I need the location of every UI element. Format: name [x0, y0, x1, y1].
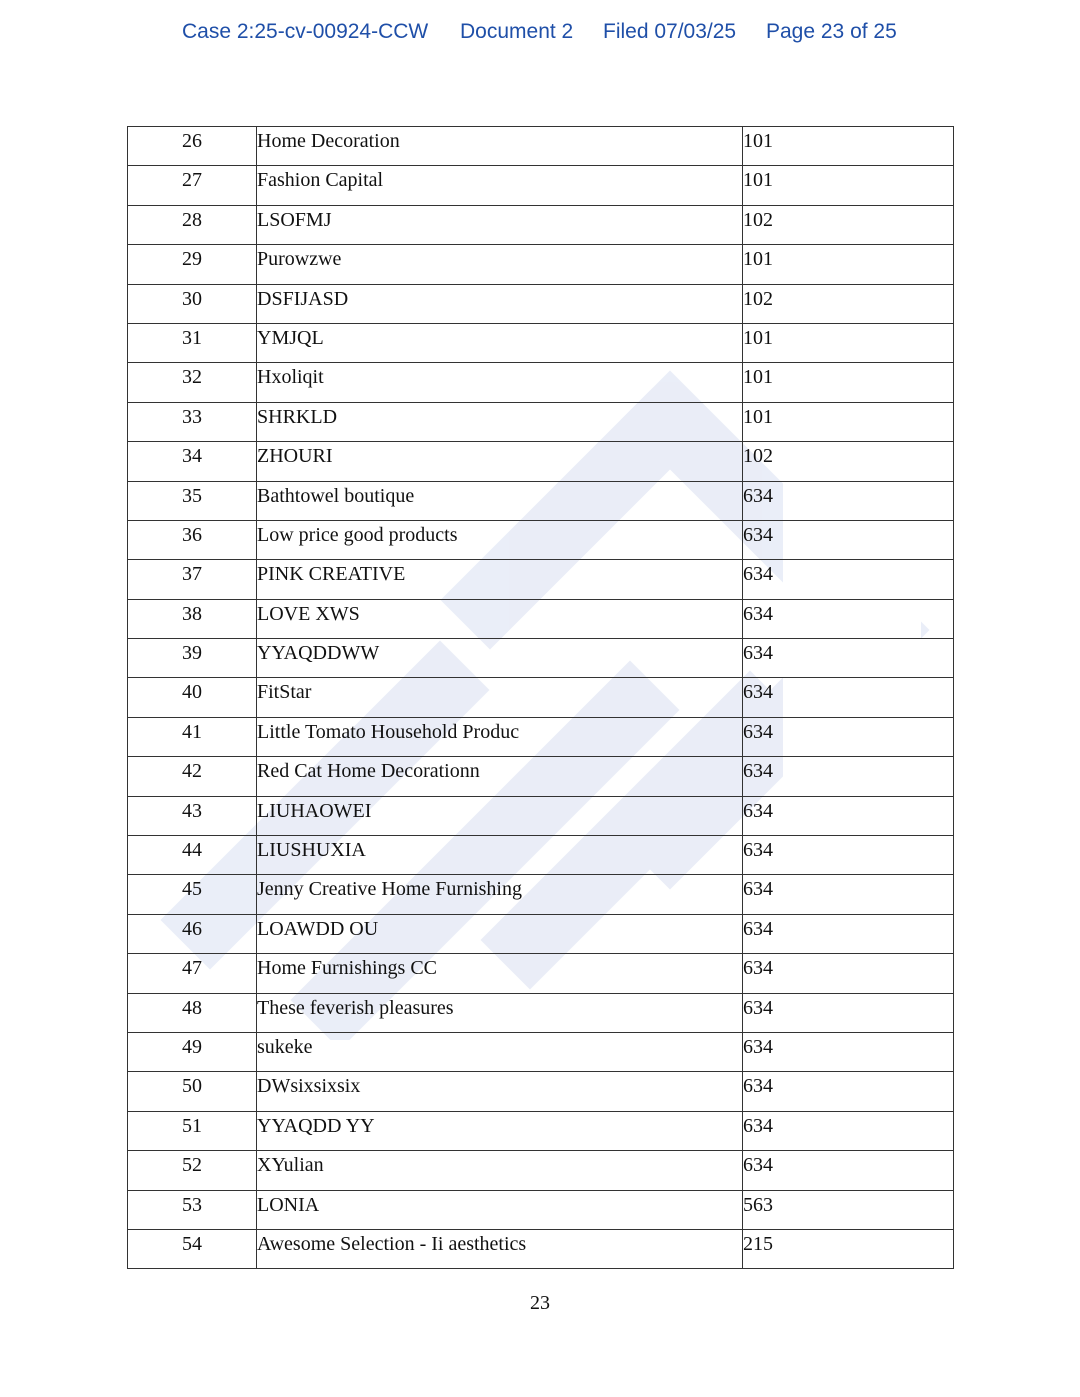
table-row — [128, 1190, 954, 1229]
redaction-mask — [783, 1072, 921, 1110]
redaction-mask — [783, 1191, 921, 1229]
table-row — [128, 1229, 954, 1268]
seller-name: Home Furnishings CC — [257, 954, 743, 993]
table-row — [128, 1151, 954, 1190]
row-number: 50 — [128, 1072, 257, 1111]
table-row — [128, 166, 954, 205]
row-number: 40 — [128, 678, 257, 717]
seller-id: 101 — [743, 169, 773, 192]
row-number: 45 — [128, 875, 257, 914]
seller-id: 634 — [743, 917, 773, 940]
row-number: 39 — [128, 639, 257, 678]
table-row — [128, 284, 954, 323]
seller-table — [127, 126, 954, 1269]
seller-id: 101 — [743, 326, 773, 349]
seller-name: ZHOURI — [257, 442, 743, 481]
redaction-mask — [783, 1230, 921, 1268]
seller-id: 634 — [743, 799, 773, 822]
redaction-mask — [783, 797, 921, 835]
seller-id: 634 — [743, 563, 773, 586]
table-row — [128, 599, 954, 638]
seller-name: Low price good products — [257, 520, 743, 559]
redaction-mask — [783, 915, 921, 953]
seller-name: Awesome Selection - Ii aesthetics — [257, 1229, 743, 1268]
seller-id-cell — [743, 1229, 954, 1268]
row-number: 49 — [128, 1032, 257, 1071]
table-row — [128, 1072, 954, 1111]
seller-id-cell — [743, 954, 954, 993]
redaction-mask — [783, 482, 921, 520]
seller-name: Little Tomato Household Produc — [257, 717, 743, 756]
seller-id: 634 — [743, 523, 773, 546]
seller-name: Fashion Capital — [257, 166, 743, 205]
seller-id: 634 — [743, 760, 773, 783]
seller-id-cell — [743, 323, 954, 362]
seller-id-cell — [743, 284, 954, 323]
seller-name: YYAQDD YY — [257, 1111, 743, 1150]
seller-name: LSOFMJ — [257, 205, 743, 244]
redaction-mask — [783, 521, 921, 559]
row-number: 54 — [128, 1229, 257, 1268]
table-row — [128, 442, 954, 481]
table-row — [128, 245, 954, 284]
seller-name: Bathtowel boutique — [257, 481, 743, 520]
row-number: 48 — [128, 993, 257, 1032]
seller-name: LONIA — [257, 1190, 743, 1229]
seller-id-cell — [743, 402, 954, 441]
page-indicator: Page 23 of 25 — [766, 20, 897, 43]
seller-id-cell — [743, 127, 954, 166]
redaction-mask — [783, 639, 921, 677]
redaction-mask — [783, 1033, 921, 1071]
table-row — [128, 363, 954, 402]
redaction-mask — [783, 994, 921, 1032]
seller-name: FitStar — [257, 678, 743, 717]
redaction-mask — [783, 1151, 921, 1189]
row-number: 44 — [128, 836, 257, 875]
seller-id-cell — [743, 1190, 954, 1229]
seller-id-cell — [743, 875, 954, 914]
case-number: Case 2:25-cv-00924-CCW — [182, 20, 429, 43]
row-number: 38 — [128, 599, 257, 638]
seller-id-cell — [743, 1111, 954, 1150]
redaction-mask — [783, 285, 858, 323]
table-row — [128, 402, 954, 441]
seller-id-cell — [743, 599, 954, 638]
row-number: 47 — [128, 954, 257, 993]
seller-name: LOVE XWS — [257, 599, 743, 638]
case-header — [0, 18, 1080, 48]
seller-id: 634 — [743, 1035, 773, 1058]
table-row — [128, 520, 954, 559]
seller-id: 102 — [743, 208, 773, 231]
seller-name: LIUSHUXIA — [257, 836, 743, 875]
redaction-mask — [783, 245, 858, 283]
seller-id: 101 — [743, 405, 773, 428]
seller-id-cell — [743, 796, 954, 835]
seller-name: These feverish pleasures — [257, 993, 743, 1032]
redaction-mask — [783, 757, 921, 795]
seller-name: YYAQDDWW — [257, 639, 743, 678]
seller-id-cell — [743, 520, 954, 559]
table-row — [128, 796, 954, 835]
table-row — [128, 1111, 954, 1150]
table-row — [128, 757, 954, 796]
seller-name: YMJQL — [257, 323, 743, 362]
seller-id-cell — [743, 1072, 954, 1111]
seller-id: 634 — [743, 484, 773, 507]
seller-id-cell — [743, 993, 954, 1032]
seller-id-cell — [743, 717, 954, 756]
seller-name: SHRKLD — [257, 402, 743, 441]
seller-id: 634 — [743, 720, 773, 743]
row-number: 37 — [128, 560, 257, 599]
seller-id: 101 — [743, 248, 773, 271]
seller-id: 634 — [743, 681, 773, 704]
seller-name: Purowzwe — [257, 245, 743, 284]
row-number: 35 — [128, 481, 257, 520]
seller-id: 634 — [743, 1114, 773, 1137]
table-row — [128, 323, 954, 362]
redaction-mask — [783, 718, 921, 756]
seller-name: PINK CREATIVE — [257, 560, 743, 599]
row-number: 46 — [128, 914, 257, 953]
seller-name: DSFIJASD — [257, 284, 743, 323]
row-number: 34 — [128, 442, 257, 481]
seller-id-cell — [743, 1151, 954, 1190]
seller-id-cell — [743, 481, 954, 520]
row-number: 26 — [128, 127, 257, 166]
redaction-mask — [783, 875, 921, 913]
redaction-mask — [783, 1112, 921, 1150]
seller-id-cell — [743, 560, 954, 599]
redaction-mask — [783, 678, 921, 716]
row-number: 28 — [128, 205, 257, 244]
row-number: 42 — [128, 757, 257, 796]
row-number: 51 — [128, 1111, 257, 1150]
row-number: 29 — [128, 245, 257, 284]
redaction-mask — [783, 442, 858, 480]
redaction-mask — [783, 600, 921, 638]
seller-id-cell — [743, 1032, 954, 1071]
table-row — [128, 993, 954, 1032]
table-row — [128, 205, 954, 244]
seller-id: 634 — [743, 839, 773, 862]
seller-id-cell — [743, 914, 954, 953]
row-number: 53 — [128, 1190, 257, 1229]
seller-id: 634 — [743, 602, 773, 625]
redaction-mask — [783, 206, 858, 244]
seller-name: Hxoliqit — [257, 363, 743, 402]
seller-id-cell — [743, 639, 954, 678]
seller-id: 634 — [743, 642, 773, 665]
seller-name: DWsixsixsix — [257, 1072, 743, 1111]
seller-id: 215 — [743, 1232, 773, 1255]
seller-name: LIUHAOWEI — [257, 796, 743, 835]
table-row — [128, 127, 954, 166]
table-row — [128, 914, 954, 953]
seller-id: 634 — [743, 957, 773, 980]
seller-id-cell — [743, 363, 954, 402]
row-number: 30 — [128, 284, 257, 323]
seller-id: 634 — [743, 1154, 773, 1177]
row-number: 52 — [128, 1151, 257, 1190]
row-number: 27 — [128, 166, 257, 205]
table-row — [128, 678, 954, 717]
row-number: 41 — [128, 717, 257, 756]
seller-id: 101 — [743, 130, 773, 152]
row-number: 33 — [128, 402, 257, 441]
redaction-mask — [783, 954, 921, 992]
seller-id-cell — [743, 757, 954, 796]
seller-id: 101 — [743, 366, 773, 389]
seller-id-cell — [743, 678, 954, 717]
row-number: 43 — [128, 796, 257, 835]
redaction-mask — [783, 127, 858, 165]
redaction-mask — [783, 363, 858, 401]
table-row — [128, 639, 954, 678]
seller-id-cell — [743, 245, 954, 284]
row-number: 31 — [128, 323, 257, 362]
seller-id-cell — [743, 442, 954, 481]
seller-id: 634 — [743, 996, 773, 1019]
seller-name: LOAWDD OU — [257, 914, 743, 953]
redaction-mask — [783, 324, 858, 362]
table-row — [128, 481, 954, 520]
redaction-mask — [783, 836, 921, 874]
seller-id-cell — [743, 836, 954, 875]
table-row — [128, 836, 954, 875]
table-row — [128, 560, 954, 599]
seller-name: sukeke — [257, 1032, 743, 1071]
seller-name: Jenny Creative Home Furnishing — [257, 875, 743, 914]
table-row — [128, 717, 954, 756]
document-number: Document 2 — [460, 20, 574, 43]
seller-id-cell — [743, 166, 954, 205]
seller-id: 102 — [743, 445, 773, 468]
table-row — [128, 1032, 954, 1071]
filed-date: Filed 07/03/25 — [603, 20, 737, 43]
seller-id: 634 — [743, 1075, 773, 1098]
row-number: 32 — [128, 363, 257, 402]
table-row — [128, 875, 954, 914]
table-row — [128, 954, 954, 993]
row-number: 36 — [128, 520, 257, 559]
redaction-mask — [783, 166, 858, 204]
seller-id: 634 — [743, 878, 773, 901]
page-number: 23 — [530, 1292, 550, 1314]
seller-id: 102 — [743, 287, 773, 310]
seller-id-cell — [743, 205, 954, 244]
seller-name: Home Decoration — [257, 127, 743, 166]
seller-name: XYulian — [257, 1151, 743, 1190]
seller-id: 563 — [743, 1193, 773, 1216]
redaction-mask — [783, 560, 921, 598]
seller-name: Red Cat Home Decorationn — [257, 757, 743, 796]
redaction-mask — [783, 403, 858, 441]
